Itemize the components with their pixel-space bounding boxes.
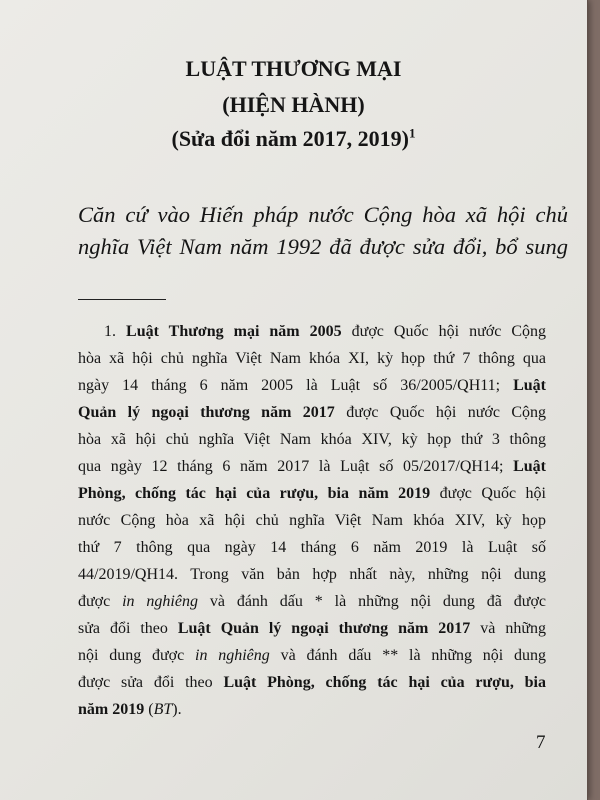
law-title: LUẬT THƯƠNG MẠI <box>185 56 402 81</box>
footnote-line: 44/2019/QH14. Trong văn bản hợp nhất này, những nội dung <box>78 566 546 583</box>
footnote-line: năm 2019 (BT). <box>78 701 182 718</box>
footnote-separator <box>78 299 166 300</box>
preamble-line: nghĩa Việt Nam năm 1992 đã được sửa đổi, bổ sung <box>78 234 568 259</box>
footnote-reference[interactable]: 1 <box>409 125 416 141</box>
footnote-line: hòa xã hội chủ nghĩa Việt Nam khóa XI, kỳ họp thứ 7 thông qua <box>78 350 546 367</box>
footnote-line: qua ngày 12 tháng 6 năm 2017 là Luật số 05/2017/QH14; Luật <box>78 458 546 475</box>
footnote-line: 1. Luật Thương mại năm 2005 được Quốc hội nước Cộng <box>104 323 547 340</box>
footnote-line: hòa xã hội chủ nghĩa Việt Nam khóa XIV, kỳ họp thứ 3 thông <box>78 431 546 448</box>
footnote-line: ngày 14 tháng 6 năm 2005 là Luật số 36/2005/QH11; Luật <box>78 377 546 394</box>
page-number: 7 <box>536 732 546 753</box>
footnote-line: sửa đổi theo Luật Quản lý ngoại thương năm 2017 và những <box>78 620 546 637</box>
footnote-line: được sửa đổi theo Luật Phòng, chống tác hại của rượu, bia <box>78 674 546 691</box>
footnote-line: được in nghiêng và đánh dấu * là những nội dung đã được <box>78 593 546 610</box>
footnote-line: nước Cộng hòa xã hội chủ nghĩa Việt Nam khóa XIV, kỳ họp <box>78 512 546 529</box>
law-status: (HIỆN HÀNH) <box>222 92 365 117</box>
footnote-line: Quản lý ngoại thương năm 2017 được Quốc hội nước Cộng <box>78 404 546 421</box>
footnote-line: Phòng, chống tác hại của rượu, bia năm 2019 được Quốc hội <box>78 485 546 502</box>
law-amendment-note: (Sửa đổi năm 2017, 2019)$^1$ <box>171 125 416 151</box>
footnote-line: nội dung được in nghiêng và đánh dấu ** là những nội dung <box>78 647 546 664</box>
footnote-line: thứ 7 thông qua ngày 14 tháng 6 năm 2019 là Luật số <box>78 539 546 556</box>
preamble-line: Căn cứ vào Hiến pháp nước Cộng hòa xã hội chủ <box>78 202 568 227</box>
